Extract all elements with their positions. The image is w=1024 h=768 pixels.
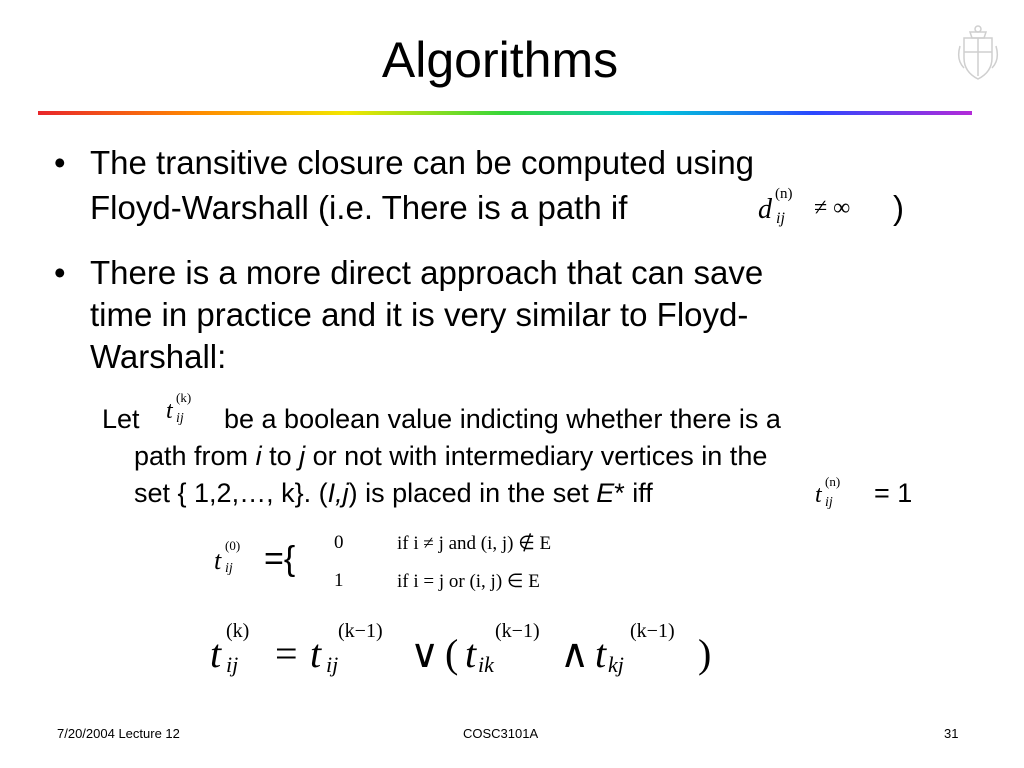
formula-base-case bbox=[214, 534, 614, 604]
math-subscript-ij: ij bbox=[226, 652, 239, 677]
footer-page-number: 31 bbox=[944, 726, 959, 741]
sub-line1-rest: be a boolean value indicting whether there is a bbox=[224, 404, 781, 434]
sub-var-ij: I,j bbox=[327, 478, 349, 508]
math-subscript-ij: ij bbox=[326, 652, 339, 677]
math-t: t bbox=[465, 631, 477, 676]
math-superscript-n: (n) bbox=[775, 186, 793, 202]
sub-let: Let bbox=[102, 404, 140, 434]
math-right-paren: ) bbox=[698, 631, 712, 676]
footer-date-lecture: 7/20/2004 Lecture 12 bbox=[57, 726, 180, 741]
formula-d-ij-n-neq-infinity bbox=[758, 186, 868, 230]
math-t: t bbox=[310, 631, 322, 676]
math-superscript-k-1: (k−1) bbox=[495, 620, 540, 642]
math-t: t bbox=[210, 631, 222, 676]
case1-value: 1 bbox=[334, 570, 344, 591]
sub-line3 bbox=[134, 476, 653, 510]
math-superscript-k-1: (k−1) bbox=[630, 620, 675, 642]
sub-line2-rest: or not with intermediary vertices in the bbox=[312, 441, 768, 471]
math-or: ∨ bbox=[410, 631, 440, 676]
sub-line3-b: ) is placed in the set bbox=[348, 478, 589, 508]
math-subscript-kj: kj bbox=[608, 652, 624, 677]
formula-t-ij-n bbox=[815, 474, 865, 514]
sub-line3-a: set { 1,2,…, k}. ( bbox=[134, 478, 328, 508]
math-superscript-0: (0) bbox=[225, 538, 241, 553]
math-subscript-ij: ij bbox=[825, 495, 833, 510]
case0-value: 0 bbox=[334, 532, 344, 553]
math-subscript-ij: ij bbox=[176, 411, 184, 426]
sub-star-iff: * iff bbox=[614, 478, 653, 508]
formula-recurrence bbox=[210, 618, 730, 688]
math-subscript-ij: ij bbox=[776, 210, 785, 227]
sub-line2 bbox=[134, 439, 767, 473]
case1-condition: if i = j or (i, j) ∈ E bbox=[397, 571, 540, 592]
math-superscript-k: (k) bbox=[176, 390, 192, 405]
university-crest-icon bbox=[956, 24, 1000, 82]
math-neq-infinity: ≠ ∞ bbox=[814, 195, 851, 221]
math-and: ∧ bbox=[560, 631, 590, 676]
bullet1-line2: Floyd-Warshall (i.e. There is a path if bbox=[90, 189, 628, 226]
sub-path-from: path from bbox=[134, 441, 249, 471]
bullet-marker: • bbox=[54, 254, 66, 291]
math-superscript-n: (n) bbox=[825, 474, 841, 489]
bullet2-line2: time in practice and it is very similar to Floyd- bbox=[90, 296, 749, 333]
slide-title: Algorithms bbox=[381, 32, 619, 88]
bullet1-close-paren: ) bbox=[893, 189, 904, 226]
sub-eq-one: = 1 bbox=[874, 478, 913, 508]
math-equals-brace: ={ bbox=[264, 540, 296, 578]
math-equals: = bbox=[275, 631, 298, 676]
footer-course: COSC3101A bbox=[463, 726, 539, 741]
bullet2-line1: There is a more direct approach that can save bbox=[90, 254, 764, 291]
math-d: d bbox=[758, 194, 772, 225]
math-subscript-ik: ik bbox=[478, 652, 494, 677]
math-t: t bbox=[166, 398, 173, 424]
math-t: t bbox=[815, 482, 822, 508]
math-left-paren: ( bbox=[445, 631, 459, 676]
math-superscript-k: (k) bbox=[226, 620, 250, 642]
sub-var-j: j bbox=[299, 441, 306, 471]
sub-var-E: E bbox=[596, 478, 615, 508]
bullet1-line1: The transitive closure can be computed using bbox=[90, 144, 755, 181]
formula-t-ij-k bbox=[166, 390, 216, 430]
bullet2-line3: Warshall: bbox=[90, 338, 227, 375]
math-t: t bbox=[214, 546, 222, 575]
bullet-marker: • bbox=[54, 144, 66, 181]
sub-to: to bbox=[269, 441, 292, 471]
math-subscript-ij: ij bbox=[225, 561, 233, 576]
math-t: t bbox=[595, 631, 607, 676]
rainbow-divider bbox=[38, 111, 972, 115]
math-superscript-k-1: (k−1) bbox=[338, 620, 383, 642]
sub-var-i: i bbox=[255, 441, 262, 471]
case0-condition: if i ≠ j and (i, j) ∉ E bbox=[397, 533, 552, 554]
